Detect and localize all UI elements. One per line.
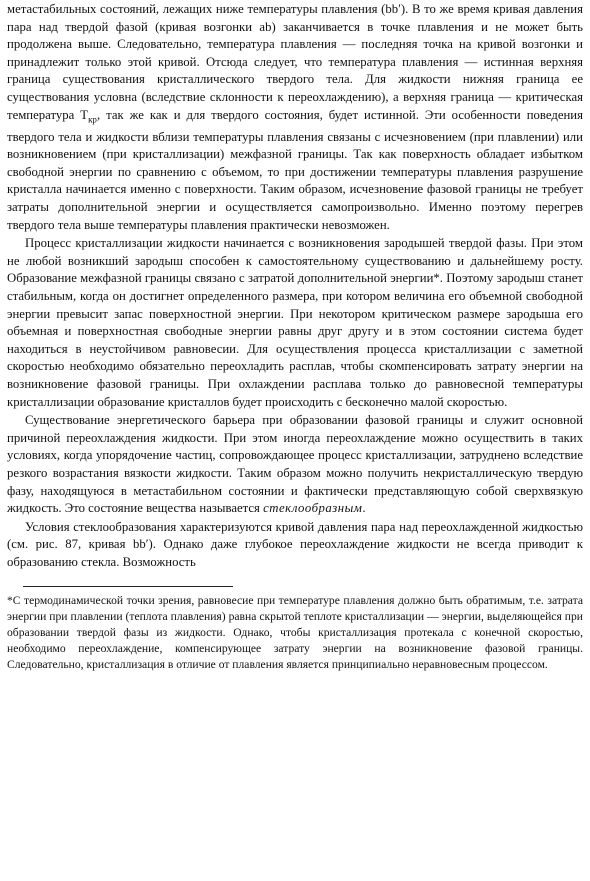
paragraph-3 bbox=[7, 412, 583, 518]
paragraph-3-text: Существование энергетического барьера при образовании фазовой границы и служит основной причиной переохлаждения жидкости. При этом иногда переохлаждение можно осуществить в таких условиях, когда упорядочение частиц, сопровождающее процесс кристаллизации, затруднено вследствие резкого возрастания вязкости жидкости. Таким образом можно получить некристаллическую твердую фазу, находящуюся в метастабильном состоянии и фактически представляющую собой сверхвязкую жидкость. Это состояние вещества называется bbox=[7, 413, 583, 516]
paragraph-1-text-b: , так же как и для твердого состояния, будет истинной. Эти особенности поведения твердого тела и жидкости вблизи температуры плавления связаны с исчезновением (при плавлении) или возникновением (при кристаллизации) межфазной границы. Так как поверхность обладает избытком свободной энергии по сравнению с объемом, то при достижении температуры плавления разрушение кристалла начинается именно с поверхности. Таким образом, исчезновение фазовой границы не требует затраты дополнительной энергии и осуществляется самопроизвольно. Именно поэтому перегрев твердого тела выше температуры плавления практически невозможен. bbox=[7, 107, 583, 232]
paragraph-4: Условия стеклообразования характеризуются кривой давления пара над переохлажденной жидкостью (см. рис. 87, кривая bb′). Однако даже глубокое переохлаждение жидкости не всегда приводит к образованию стекла. Возможность bbox=[7, 519, 583, 569]
paragraph-1 bbox=[7, 1, 583, 234]
critical-temperature-subscript: кр bbox=[88, 114, 97, 125]
footnote: *С термодинамической точки зрения, равновесие при температуре плавления должно быть обратимым, т.е. затрата энергии при плавлении (теплота плавления) равна скрытой теплоте кристаллизации — энергии, выделяющейся при образовании твердой фазы из жидкости. Однако, чтобы кристаллизация протекала с конечной скоростью, необходимо переохлаждение, компенсирующее затрату энергии на возникновение фазовой границы. Следовательно, кристаллизация в отличие от плавления является принципиально неравновесным процессом. bbox=[7, 593, 583, 672]
term-glassy: стеклообразным bbox=[263, 501, 363, 516]
paragraph-2: Процесс кристаллизации жидкости начинается с возникновения зародышей твердой фазы. При этом не любой возникший зародыш способен к самостоятельному существованию и дальнейшему росту. Образование межфазной границы связано с затратой дополнительной энергии*. Поэтому зародыш станет стабильным, когда он достигнет определенного размера, при котором величина его объемной свободной энергии превысит запас поверхностной энергии. При некотором критическом размере зародыша его объемная и поверхностная свободные энергии равны друг другу и в этом состоянии система будет находиться в неустойчивом равновесии. Для осуществления процесса кристаллизации с заметной скоростью необходимо обязательно переохладить расплав, чтобы скомпенсировать затрату энергии на возникновение фазовой границы. При охлаждении расплава только до равновесной температуры кристаллизации образование кристаллов будет происходить с бесконечно малой скоростью. bbox=[7, 236, 583, 409]
paragraph-1-text-a: метастабильных состояний, лежащих ниже температуры плавления (bb′). В то же время кривая давления пара над твердой фазой (кривая возгонки ab) заканчивается в точке плавления и не может быть продолжена выше. Следовательно, температура плавления — последняя точка на кривой возгонки и принадлежит только этой кривой. Отсюда следует, что температура плавления — истинная верхняя граница существования кристаллического твердого тела. Для жидкости нижняя граница ее существования условна (вследствие склонности к переохлаждению), а верхняя граница — критическая температура T bbox=[7, 2, 583, 122]
paragraph-3-end: . bbox=[362, 501, 366, 516]
footnote-divider bbox=[23, 586, 233, 587]
